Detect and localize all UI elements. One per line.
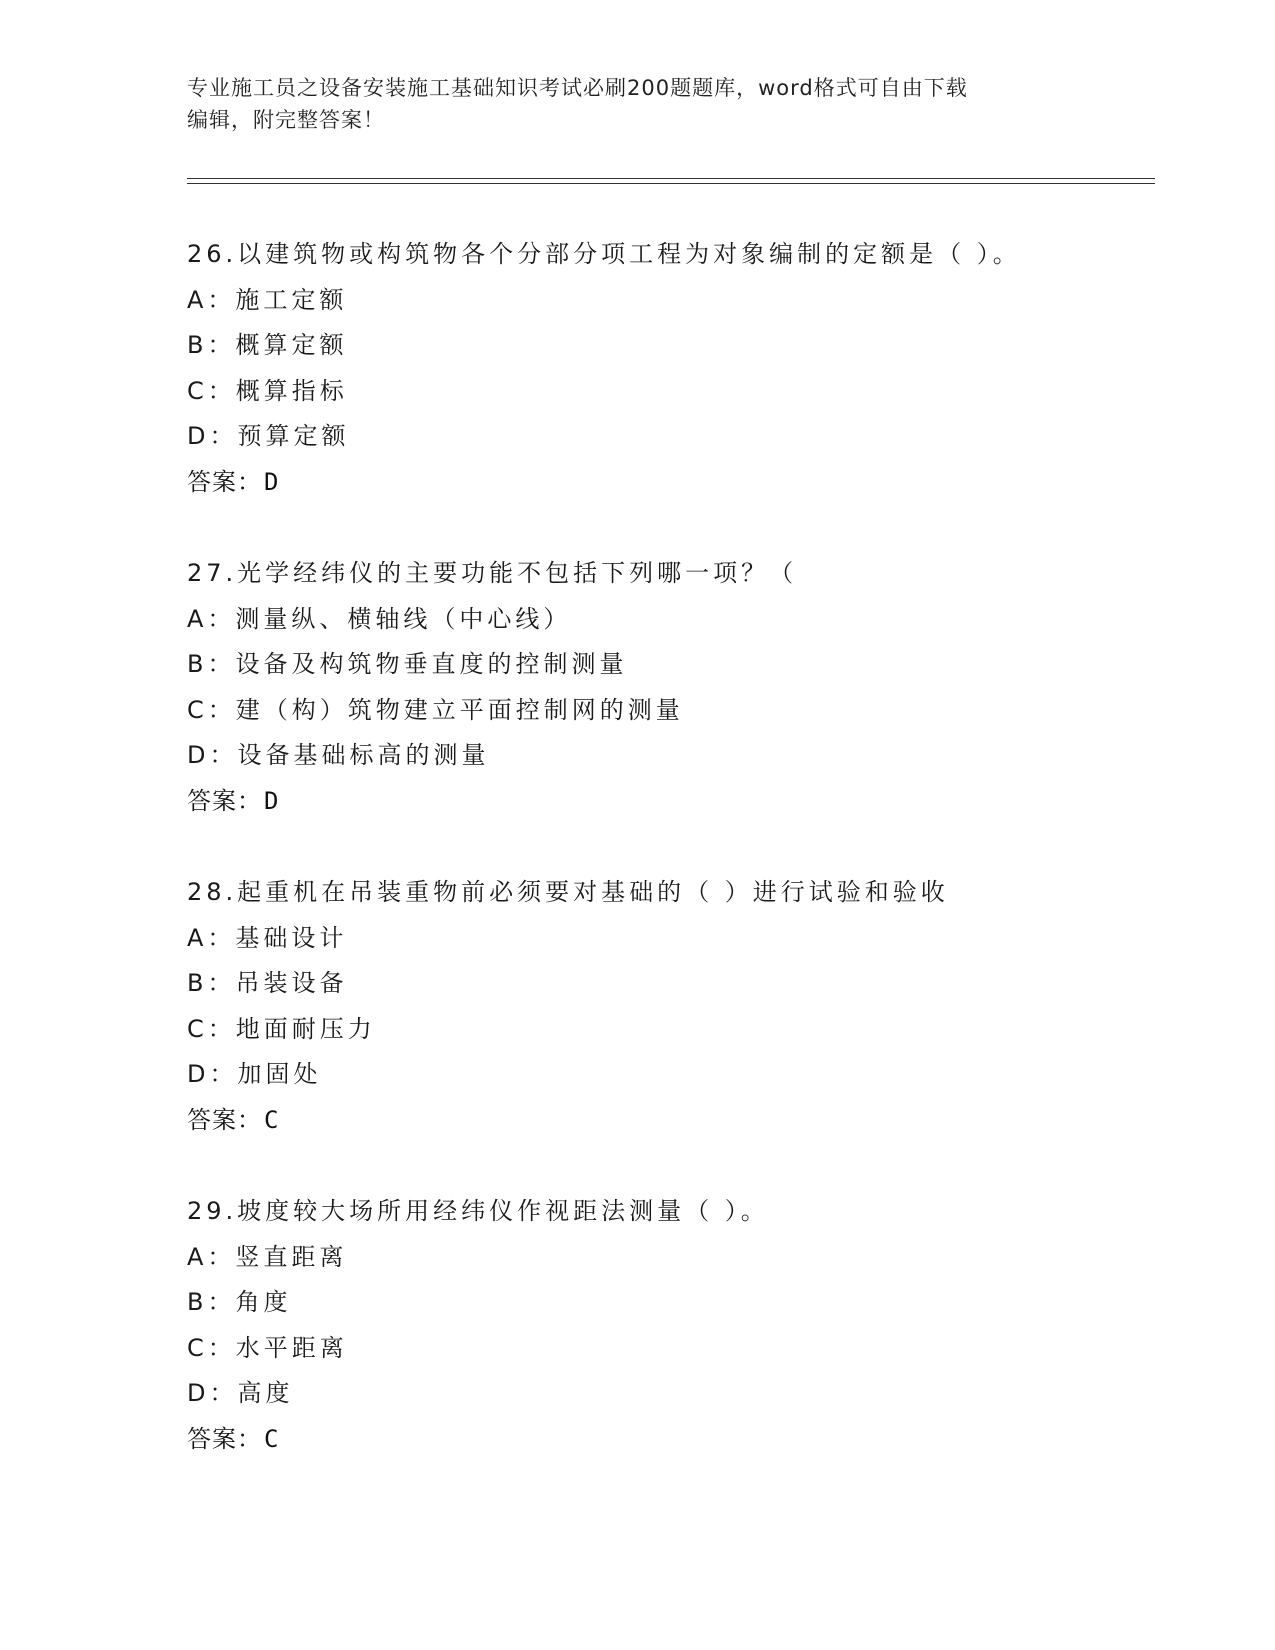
answer-line [187, 460, 1155, 506]
question-stem: 29.坡度较大场所用经纬仪作视距法测量（ ）。 [187, 1197, 769, 1225]
answer-label: 答案： [187, 467, 262, 496]
option-a: A：施工定额 [187, 285, 348, 314]
question-29 [187, 1189, 1155, 1462]
question-stem: 28.起重机在吊装重物前必须要对基础的（ ）进行试验和验收 [187, 878, 949, 906]
header-title-line-2: 编辑，附完整答案！ [187, 108, 385, 132]
answer-line [187, 1098, 1155, 1144]
header-title-line-1: 专业施工员之设备安装施工基础知识考试必刷200题题库，word格式可自由下载 [187, 76, 968, 100]
option-b: B：角度 [187, 1288, 292, 1316]
option-d: D：预算定额 [187, 422, 350, 450]
header-divider-bottom [187, 183, 1155, 184]
option-b: B：设备及构筑物垂直度的控制测量 [187, 650, 628, 678]
question-stem: 27.光学经纬仪的主要功能不包括下列哪一项？（ [187, 559, 798, 587]
option-a: A：竖直距离 [187, 1242, 348, 1271]
document-header [187, 72, 1067, 136]
answer-value: C [264, 1424, 280, 1453]
question-28 [187, 870, 1155, 1143]
header-divider-top [187, 178, 1155, 179]
answer-value: C [264, 1105, 280, 1134]
option-a: A：测量纵、横轴线（中心线） [187, 604, 572, 633]
option-c: C：概算指标 [187, 376, 348, 405]
option-c: C：地面耐压力 [187, 1014, 376, 1043]
question-list [187, 232, 1155, 1508]
option-a: A：基础设计 [187, 923, 348, 952]
answer-line [187, 1417, 1155, 1463]
question-26 [187, 232, 1155, 505]
option-d: D：设备基础标高的测量 [187, 741, 490, 769]
answer-line [187, 779, 1155, 825]
answer-label: 答案： [187, 1105, 262, 1134]
option-c: C：建（构）筑物建立平面控制网的测量 [187, 695, 684, 724]
answer-value: D [264, 786, 280, 815]
option-d: D：加固处 [187, 1060, 322, 1088]
question-27 [187, 551, 1155, 824]
option-d: D：高度 [187, 1379, 294, 1407]
question-stem: 26.以建筑物或构筑物各个分部分项工程为对象编制的定额是（ ）。 [187, 240, 1021, 268]
answer-label: 答案： [187, 1424, 262, 1453]
answer-value: D [264, 467, 280, 496]
option-c: C：水平距离 [187, 1333, 348, 1362]
answer-label: 答案： [187, 786, 262, 815]
option-b: B：概算定额 [187, 331, 348, 359]
option-b: B：吊装设备 [187, 969, 348, 997]
